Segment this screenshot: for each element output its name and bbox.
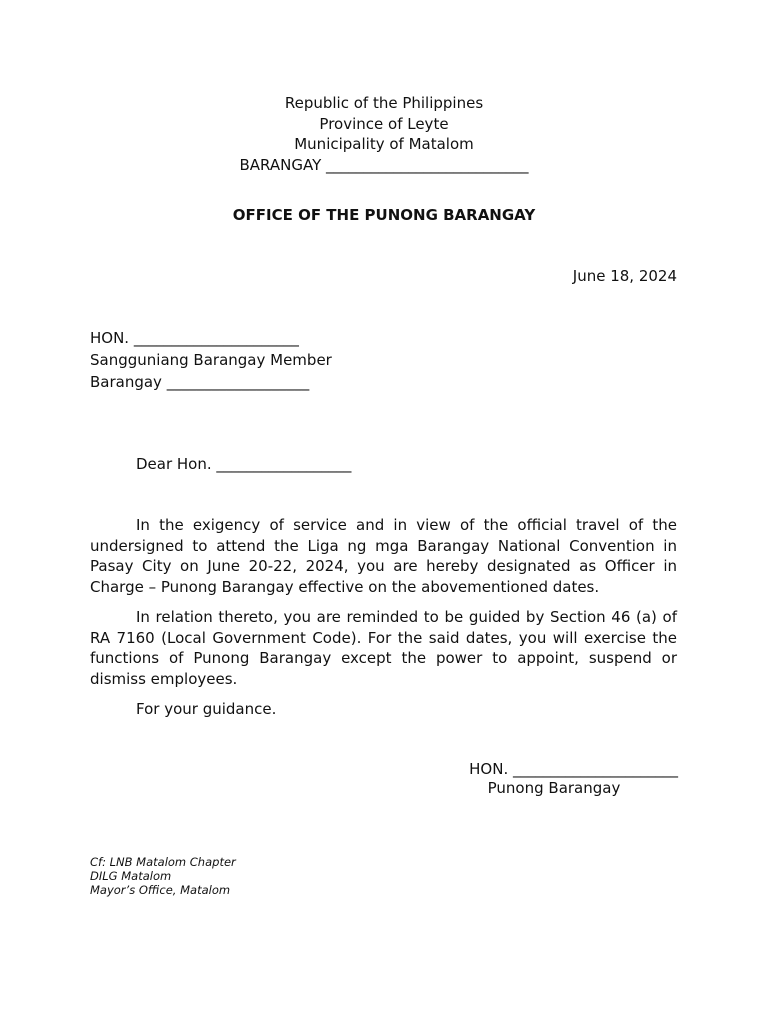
- cf-line-2: DILG Matalom: [90, 869, 172, 883]
- salutation: Dear Hon. __________________: [136, 455, 352, 473]
- copy-furnished: [90, 855, 236, 897]
- addressee-position: Sangguniang Barangay Member: [90, 351, 332, 369]
- addressee-block: [90, 327, 332, 393]
- body-paragraph-1: In the exigency of service and in view of the official travel of the undersigned to attend the Liga ng mga Barangay National Convention in Pasay City on June 20-22, 2024, you are hereby designated as Officer in Charge – Punong Barangay effective on the abovementioned dates.: [90, 516, 677, 596]
- letter-header: [0, 93, 768, 175]
- addressee-barangay: Barangay ___________________: [90, 373, 310, 391]
- signature-name-line: HON. ______________________: [469, 760, 678, 778]
- letter-date: June 18, 2024: [572, 267, 677, 285]
- body-paragraph-3: For your guidance.: [136, 700, 277, 718]
- signature-title: Punong Barangay: [487, 779, 621, 797]
- addressee-name: HON. ______________________: [90, 329, 299, 347]
- header-barangay: BARANGAY ___________________________: [239, 155, 529, 174]
- header-municipality: Municipality of Matalom: [294, 135, 474, 153]
- office-title: OFFICE OF THE PUNONG BARANGAY: [232, 206, 536, 224]
- header-republic: Republic of the Philippines: [284, 94, 484, 112]
- header-province: Province of Leyte: [319, 114, 449, 133]
- signature-block: [430, 760, 678, 798]
- letter-body: [90, 515, 677, 730]
- cf-line-1: Cf: LNB Matalom Chapter: [90, 855, 236, 869]
- cf-line-3: Mayor’s Office, Matalom: [90, 883, 231, 897]
- body-paragraph-2: In relation thereto, you are reminded to be guided by Section 46 (a) of RA 7160 (Local Government Code). For the said dates, you will exercise the functions of Punong Barangay except the power to appoint, suspend or dismiss employees.: [90, 608, 677, 688]
